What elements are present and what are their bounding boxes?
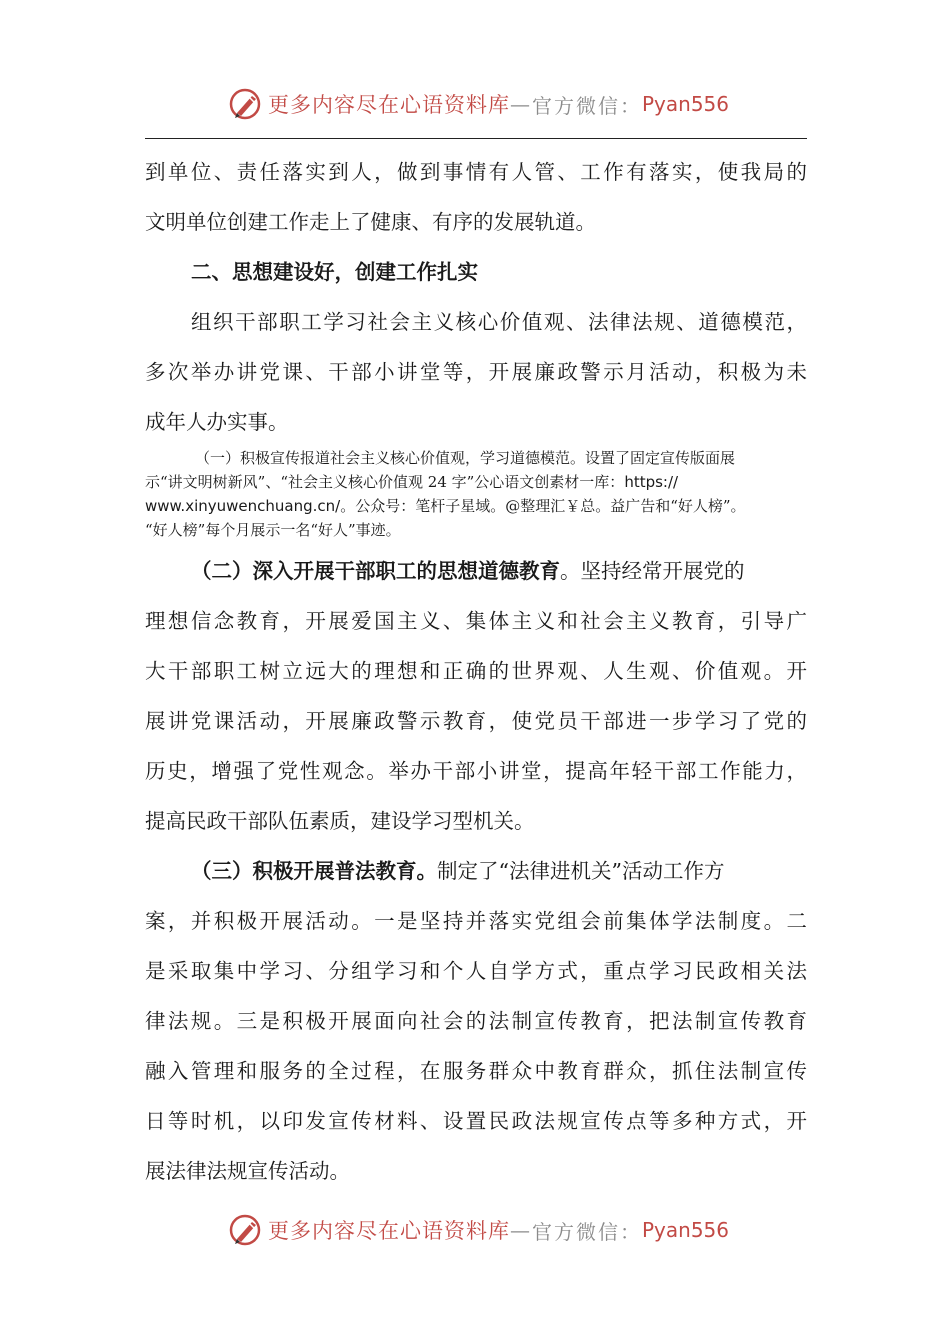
brand-title: 更多内容尽在心语资料库 [268, 1219, 510, 1243]
body-line: 到单位、责任落实到人，做到事情有人管、工作有落实，使我局的 [145, 160, 807, 184]
body-line: 组织干部职工学习社会主义核心价值观、法律法规、道德模范， [191, 310, 807, 334]
body-line: 日等时机，以印发宣传材料、设置民政法规宣传点等多种方式，开 [145, 1109, 807, 1133]
header-brand [228, 84, 729, 124]
body-line: 提高民政干部队伍素质，建设学习型机关。 [145, 809, 535, 833]
body-line: 展法律法规宣传活动。 [145, 1159, 350, 1183]
brand-dash: — [510, 92, 532, 116]
brand-wechat-label: 官方微信： [532, 93, 642, 118]
brand-wechat-label: 官方微信： [532, 1219, 642, 1244]
section-heading: 二、思想建设好，创建工作扎实 [191, 260, 478, 284]
small-text-span: 示“讲文明树新风”、“社会主义核心价值观 24 字”公心语文创素材一库： [145, 473, 625, 491]
body-line: 大干部职工树立远大的理想和正确的世界观、人生观、价值观。开 [145, 659, 807, 683]
brand-dash: — [510, 1218, 532, 1242]
body-span: 制定了“法律进机关”活动工作方 [437, 859, 725, 883]
body-line: 多次举办讲党课、干部小讲堂等，开展廉政警示月活动，积极为未 [145, 360, 807, 384]
body-line: 展讲党课活动，开展廉政警示教育，使党员干部进一步学习了党的 [145, 709, 807, 733]
small-text-line [145, 494, 807, 518]
body-line [145, 557, 807, 585]
small-text-line [145, 470, 807, 494]
subheading: （二）深入开展干部职工的思想道德教育 [191, 559, 560, 583]
body-line: 理想信念教育，开展爱国主义、集体主义和社会主义教育，引导广 [145, 609, 807, 633]
body-line: 融入管理和服务的全过程，在服务群众中教育群众，抓住法制宣传 [145, 1059, 807, 1083]
body-line: 案，并积极开展活动。一是坚持并落实党组会前集体学法制度。二 [145, 909, 807, 933]
body-line: 历史，增强了党性观念。举办干部小讲堂，提高年轻干部工作能力， [145, 759, 807, 783]
body-line: 律法规。三是积极开展面向社会的法制宣传教育，把法制宣传教育 [145, 1009, 807, 1033]
link-text: www.xinyuwenchuang.cn/ [145, 497, 341, 515]
brand-wechat-id: Pyan556 [642, 92, 730, 116]
body-line [145, 857, 807, 885]
body-line: 是采取集中学习、分组学习和个人自学方式，重点学习民政相关法 [145, 959, 807, 983]
brand-wechat-id: Pyan556 [642, 1218, 730, 1242]
body-span: 。坚持经常开展党的 [560, 559, 745, 583]
footer-brand [228, 1210, 729, 1250]
small-text-span: 。公众号：笔杆子星域。@整理汇￥总。益广告和“好人榜”。 [340, 497, 746, 515]
body-line: 成年人办实事。 [145, 410, 289, 434]
pen-logo-icon [228, 1212, 264, 1248]
small-text-line: （一）积极宣传报道社会主义核心价值观，学习道德模范。设置了固定宣传版面展 [195, 449, 736, 467]
small-text-line: “好人榜”每个月展示一名“好人”事迹。 [145, 521, 401, 539]
brand-title: 更多内容尽在心语资料库 [268, 93, 510, 117]
header-divider [145, 138, 807, 139]
link-text: https:// [624, 473, 679, 491]
subheading: （三）积极开展普法教育。 [191, 859, 437, 883]
pen-logo-icon [228, 86, 264, 122]
body-line: 文明单位创建工作走上了健康、有序的发展轨道。 [145, 210, 596, 234]
